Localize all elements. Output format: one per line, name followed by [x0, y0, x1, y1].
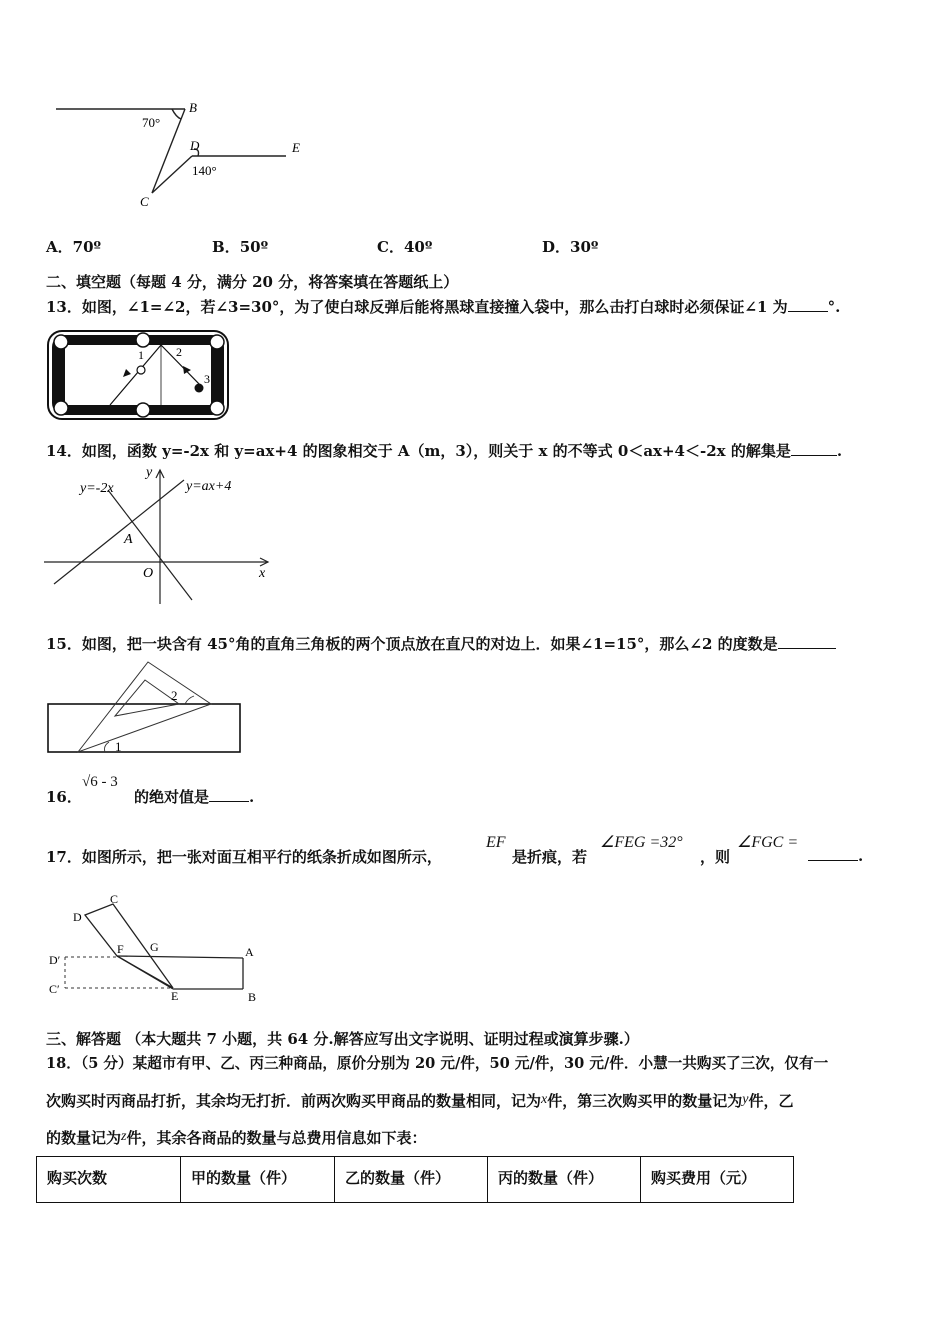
q15-angle-1-label: 1 [115, 739, 122, 754]
q16-text: 的绝对值是 [134, 788, 210, 806]
q14-suffix: . [836, 442, 843, 460]
q18-line-1: 18．（5 分）某超市有甲、乙、丙三种商品，原价分别为 20 元/件，50 元/件，30 元/件．小慧一共购买了三次，仅有一 [46, 1055, 829, 1072]
q14-text: 14．如图，函数 y=-2x 和 y=ax+4 的图象相交于 A（m，3），则关于 x 的不等式 0＜ax+4＜-2x 的解集是 [46, 442, 791, 460]
q17-point-c: C [110, 892, 119, 906]
q16-number: 16． [46, 788, 82, 806]
q17-ask: ∠FGC = [737, 834, 799, 851]
q17-point-g: G [150, 940, 159, 954]
q14-answer-blank[interactable] [791, 441, 837, 456]
option-text: 50º [239, 238, 269, 256]
option-letter: C [377, 238, 389, 256]
q18-line-3 [46, 1127, 426, 1148]
q15-answer-blank[interactable] [778, 634, 836, 649]
q16-expression: √6 - 3 [82, 774, 118, 790]
q13-angle-1-label: 1 [138, 348, 144, 362]
section-3-heading: 三、解答题 （本大题共 7 小题，共 64 分.解答应写出文字说明、证明过程或演算步骤.） [46, 1030, 639, 1048]
q17-point-b: B [248, 990, 257, 1004]
option-text: 70º [72, 238, 102, 256]
q18-purchase-table [36, 1156, 794, 1203]
q12-point-b: B [189, 100, 197, 115]
option-letter: D [542, 238, 556, 256]
section-2-heading: 二、填空题（每题 4 分，满分 20 分，将答案填在答题纸上） [46, 273, 459, 291]
q14-question [46, 440, 842, 461]
q16-answer-blank[interactable] [209, 787, 249, 802]
q14-graph-figure [40, 464, 276, 606]
q17-fold-figure [45, 890, 270, 1005]
table-header-cell: 甲的数量（件） [181, 1157, 335, 1203]
q17-point-a: A [245, 945, 254, 959]
q14-line2-label: y=ax+4 [186, 479, 232, 494]
q18-var-x: x [541, 1092, 548, 1107]
q18-var-z: z [121, 1129, 127, 1144]
q12-angle-70-label: 70° [142, 115, 161, 130]
q14-x-axis-label: x [259, 566, 266, 581]
q17-answer-blank[interactable] [808, 846, 858, 861]
q13-angle-3-label: 3 [204, 372, 210, 386]
q14-line1-label: y=-2x [80, 481, 114, 496]
option-text: 40º [403, 238, 433, 256]
q16-suffix: . [249, 788, 255, 806]
q12-option-a[interactable]: A．70º [46, 238, 102, 256]
q18-line-3b: 件，其余各商品的数量与总费用信息如下表： [126, 1129, 427, 1147]
q18-var-y: y [742, 1092, 749, 1107]
q15-triangle-ruler-figure [45, 660, 245, 756]
q17-answer [808, 846, 863, 865]
q17-point-d: D [73, 910, 82, 924]
q13-text: 13．如图，∠1=∠2，若∠3=30°，为了使白球反弹后能将黑球直接撞入袋中，那么击打白球时必须保证∠1 为 [46, 298, 788, 316]
q17-condition: ∠FEG =32° [600, 834, 683, 851]
table-header-cell: 丙的数量（件） [488, 1157, 641, 1203]
option-text: 30º [570, 238, 599, 256]
q18-line-2b: 件，第三次购买甲的数量记为 [547, 1092, 743, 1110]
q12-figure [50, 95, 320, 215]
q12-option-b[interactable]: B．50º [212, 238, 269, 256]
q12-angle-140-label: 140° [192, 163, 217, 178]
q12-point-e: E [292, 140, 300, 155]
q17-text-1: 17．如图所示，把一张对面互相平行的纸条折成如图所示， [46, 848, 442, 866]
q14-point-a-label: A [124, 532, 133, 547]
table-header-cell: 乙的数量（件） [335, 1157, 488, 1203]
q17-text-2: 是折痕，若 [512, 848, 588, 866]
q12-option-d[interactable]: D．30º [542, 238, 599, 256]
table-header-row [37, 1157, 794, 1203]
q15-angle-2-label: 2 [171, 688, 178, 703]
q17-point-f: F [117, 942, 124, 956]
q13-billiard-figure [45, 328, 231, 422]
q13-question [46, 296, 840, 317]
q18-line-2c: 件，乙 [748, 1092, 794, 1110]
q17-point-e: E [171, 989, 179, 1003]
q12-option-c[interactable]: C．40º [377, 238, 433, 256]
table-header-cell: 购买费用（元） [641, 1157, 794, 1203]
q17-ef: EF [486, 834, 506, 851]
q12-point-d: D [190, 138, 200, 153]
q17-point-c-prime: C′ [49, 982, 60, 996]
option-letter: A [46, 238, 58, 256]
q16-tail [134, 786, 254, 807]
q12-point-c: C [140, 194, 149, 209]
option-letter: B [212, 238, 225, 256]
q15-question [46, 633, 836, 654]
q14-y-axis-label: y [146, 465, 153, 480]
table-header-cell: 购买次数 [37, 1157, 181, 1203]
q17-text-3: ，则 [700, 848, 731, 866]
q14-origin-label: O [143, 566, 154, 581]
q15-text: 15．如图，把一块含有 45°角的直角三角板的两个顶点放在直尺的对边上．如果∠1=15°，那么∠2 的度数是 [46, 635, 778, 653]
q17-point-d-prime: D′ [49, 953, 61, 967]
q18-line-2 [46, 1090, 793, 1111]
q13-answer-blank[interactable] [788, 297, 828, 312]
q18-line-2a: 次购买时丙商品打折，其余均无打折．前两次购买甲商品的数量相同，记为 [46, 1092, 542, 1110]
q13-angle-2-label: 2 [176, 345, 182, 359]
q16-question [46, 786, 82, 807]
q18-line-3a: 的数量记为 [46, 1129, 122, 1147]
q13-suffix: °. [827, 298, 841, 316]
q17-suffix: . [858, 847, 864, 865]
